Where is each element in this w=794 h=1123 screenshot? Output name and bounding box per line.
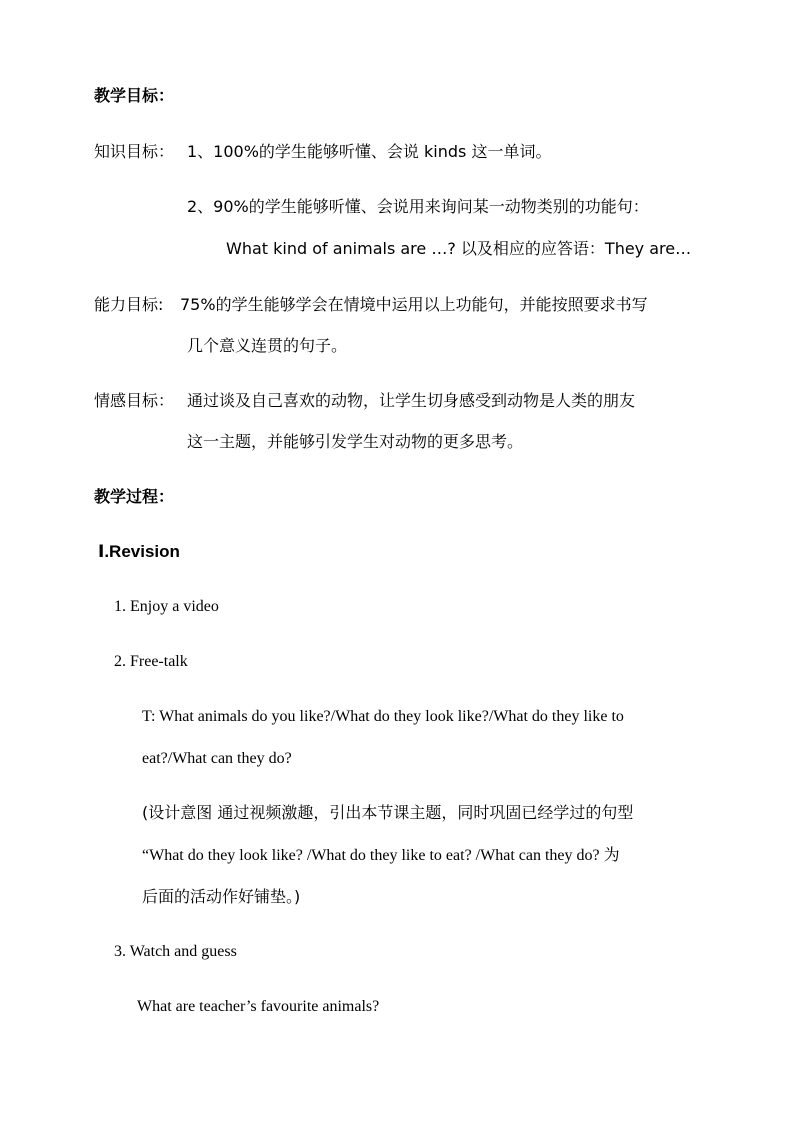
design-intent-line-3: 后面的活动作好铺垫。) — [142, 887, 301, 906]
ability-objective-line-1: 75%的学生能够学会在情境中运用以上功能句，并能按照要求书写 — [180, 295, 648, 314]
step-enjoy-video: 1. Enjoy a video — [114, 598, 219, 615]
knowledge-objective-item-1: 1、100%的学生能够听懂、会说 kinds 这一单词。 — [187, 142, 552, 161]
section-revision-heading — [98, 541, 180, 563]
section-title: .Revision — [104, 542, 180, 561]
ability-objective-label: 能力目标: — [94, 295, 164, 314]
emotion-objective-line-2: 这一主题，并能够引发学生对动物的更多思考。 — [187, 432, 524, 451]
emotion-objective-line-1: 通过谈及自己喜欢的动物，让学生切身感受到动物是人类的朋友 — [187, 391, 636, 410]
emotion-objective-label: 情感目标： — [94, 391, 175, 410]
step-free-talk: 2. Free-talk — [114, 653, 188, 670]
teacher-question-line-1: T: What animals do you like?/What do they look like?/What do they like to — [142, 708, 624, 725]
design-intent-line-2: “What do they look like? /What do they like to eat? /What can they do? 为 — [142, 847, 620, 864]
design-intent-line-1: (设计意图 通过视频激趣，引出本节课主题，同时巩固已经学过的句型 — [142, 803, 634, 822]
knowledge-objective-label: 知识目标： — [94, 142, 175, 161]
ability-objective-line-2: 几个意义连贯的句子。 — [187, 336, 348, 355]
section-numeral: Ⅰ — [98, 542, 105, 561]
objectives-heading: 教学目标： — [94, 86, 175, 105]
step-watch-and-guess: 3. Watch and guess — [114, 943, 237, 960]
knowledge-objective-example: What kind of animals are …? 以及相应的应答语：They are… — [226, 239, 692, 258]
guess-question: What are teacher’s favourite animals? — [137, 998, 380, 1015]
teacher-question-line-2: eat?/What can they do? — [142, 750, 292, 767]
knowledge-objective-item-2: 2、90%的学生能够听懂、会说用来询问某一动物类别的功能句： — [187, 197, 649, 216]
process-heading: 教学过程： — [94, 487, 175, 506]
